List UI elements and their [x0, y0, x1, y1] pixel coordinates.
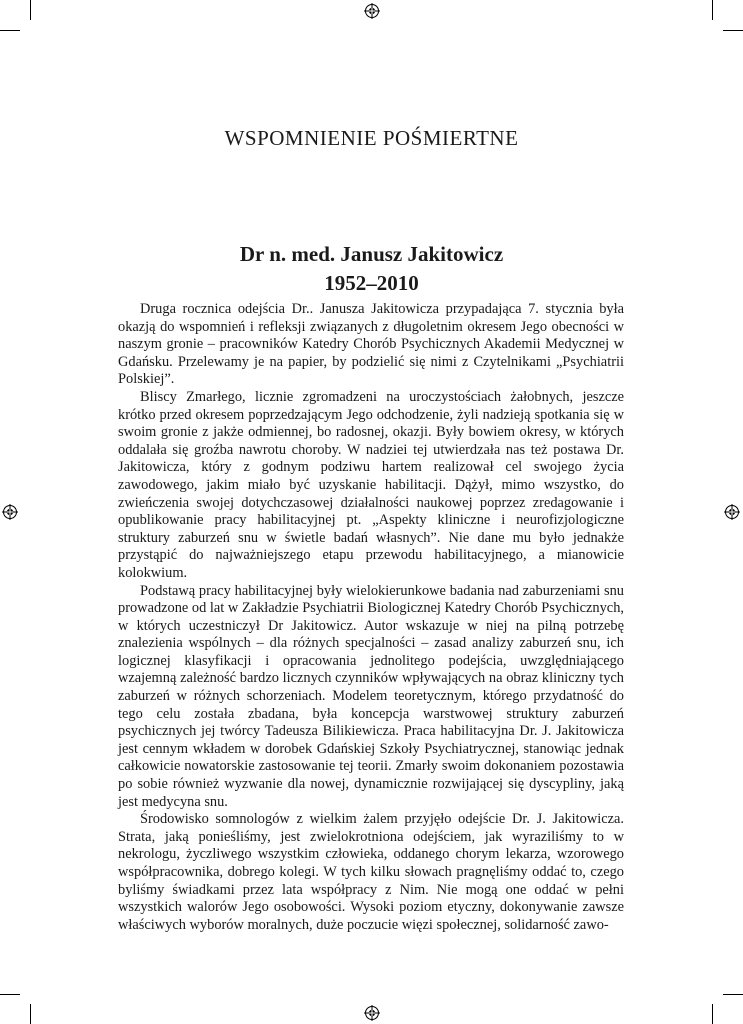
crop-mark-bottom-left-h: [0, 994, 20, 995]
article-body: [118, 301, 624, 934]
obituary-name: Dr n. med. Janusz Jakitowicz: [239, 242, 504, 266]
registration-target-icon: [724, 504, 740, 520]
crop-mark-bottom-right-h: [723, 994, 743, 995]
section-title: WSPOMNIENIE POŚMIERTNE: [224, 126, 519, 150]
paragraph: Środowisko somnologów z wielkim żalem przyjęło odejście Dr. J. Jakitowicza. Strata, jaką ponieśliśmy, jest zwielokrotniona odejściem, jak wyraziliśmy to w nekrologu, życzliwego wszystkim człowieka, oddanego chorym lekarza, wzorowego współpracownika, dobrego kolegi. W tych kilku słowach pragnęliśmy oddać to, czego byliśmy świadkami przez lata współpracy z Nim. Nie mogą one oddać w pełni wszystkich walorów Jego osobowości. Wysoki poziom etyczny, dokonywanie zawsze właściwych wyborów moralnych, duże poczucie więzi społecznej, solidarność zawo-: [118, 811, 624, 933]
paragraph: Bliscy Zmarłego, licznie zgromadzeni na uroczystościach żałobnych, jeszcze krótko przed okresem poprzedzającym Jego odchodzenie, żyli nadzieją spotkania się w swoim gronie z jakże odmiennej, bo radosnej, okazji. Były bowiem okresy, w których oddalała się groźba nawrotu choroby. W nadziei tej utwierdzała nas też postawa Dr. Jakitowicza, który z godnym podziwu hartem realizował cel swojego życia zawodowego, jakim miało być uzyskanie habilitacji. Dążył, mimo wszystko, do zwieńczenia swojej dotychczasowej działalności naukowej poprzez zredagowanie i opublikowanie pracy habilitacyjnej pt. „Aspekty kliniczne i neurofizjologiczne struktury zaburzeń snu w świetle badań własnych”. Nie dane mu było jednakże przystąpić do najważniejszego etapu przewodu habilitacyjnego, a mianowicie kolokwium.: [118, 388, 624, 581]
registration-target-icon: [364, 3, 380, 19]
crop-mark-bottom-right: [712, 1004, 713, 1024]
paragraph: Podstawą pracy habilitacyjnej były wielokierunkowe badania nad zaburzeniami snu prowadzone od lat w Zakładzie Psychiatrii Biologicznej Katedry Chorób Psychicznych, w których uczestniczył Dr Jakitowicz. Autor wskazuje w niej na pilną potrzebę znalezienia wspólnych – dla różnych specjalności – zasad analizy zaburzeń snu, ich logicznej klasyfikacji i opracowania jednolitego podejścia, uwzględniającego wzajemną zależność bardzo licznych czynników wpływających na obraz kliniczny tych zaburzeń w różnych schorzeniach. Modelem teoretycznym, którego przydatność do tego celu została zbadana, była koncepcja warstwowej struktury zaburzeń psychicznych jej twórcy Tadeusza Bilikiewicza. Praca habilitacyjna Dr. J. Jakitowicza jest cennym wkładem w dorobek Gdańskiej Szkoły Psychiatrycznej, stanowiąc jednak całkowicie nowatorskie zastosowanie tej teorii. Zmarły swoim dokonaniem pozostawia po sobie również wyzwanie dla nowej, dynamicznie rozwijającej się dyscypliny, jaką jest medycyna snu.: [118, 582, 624, 810]
registration-target-icon: [2, 504, 18, 520]
crop-mark-top-left: [30, 0, 31, 20]
paragraph: Druga rocznica odejścia Dr.. Janusza Jakitowicza przypadająca 7. stycznia była okazją do wspomnień i refleksji związanych z długoletnim okresem Jego obecności w naszym gronie – pracowników Katedry Chorób Psychicznych Akademii Medycznej w Gdańsku. Przelewamy je na papier, by podzielić się nimi z Czytelnikami „Psychiatrii Polskiej”.: [118, 301, 624, 388]
crop-mark-bottom-left: [30, 1004, 31, 1024]
crop-mark-top-left-h: [0, 30, 20, 31]
obituary-heading: [0, 240, 743, 298]
registration-target-icon: [364, 1005, 380, 1021]
obituary-years: 1952–2010: [324, 271, 419, 295]
crop-mark-top-right-h: [723, 30, 743, 31]
crop-mark-top-right: [712, 0, 713, 20]
